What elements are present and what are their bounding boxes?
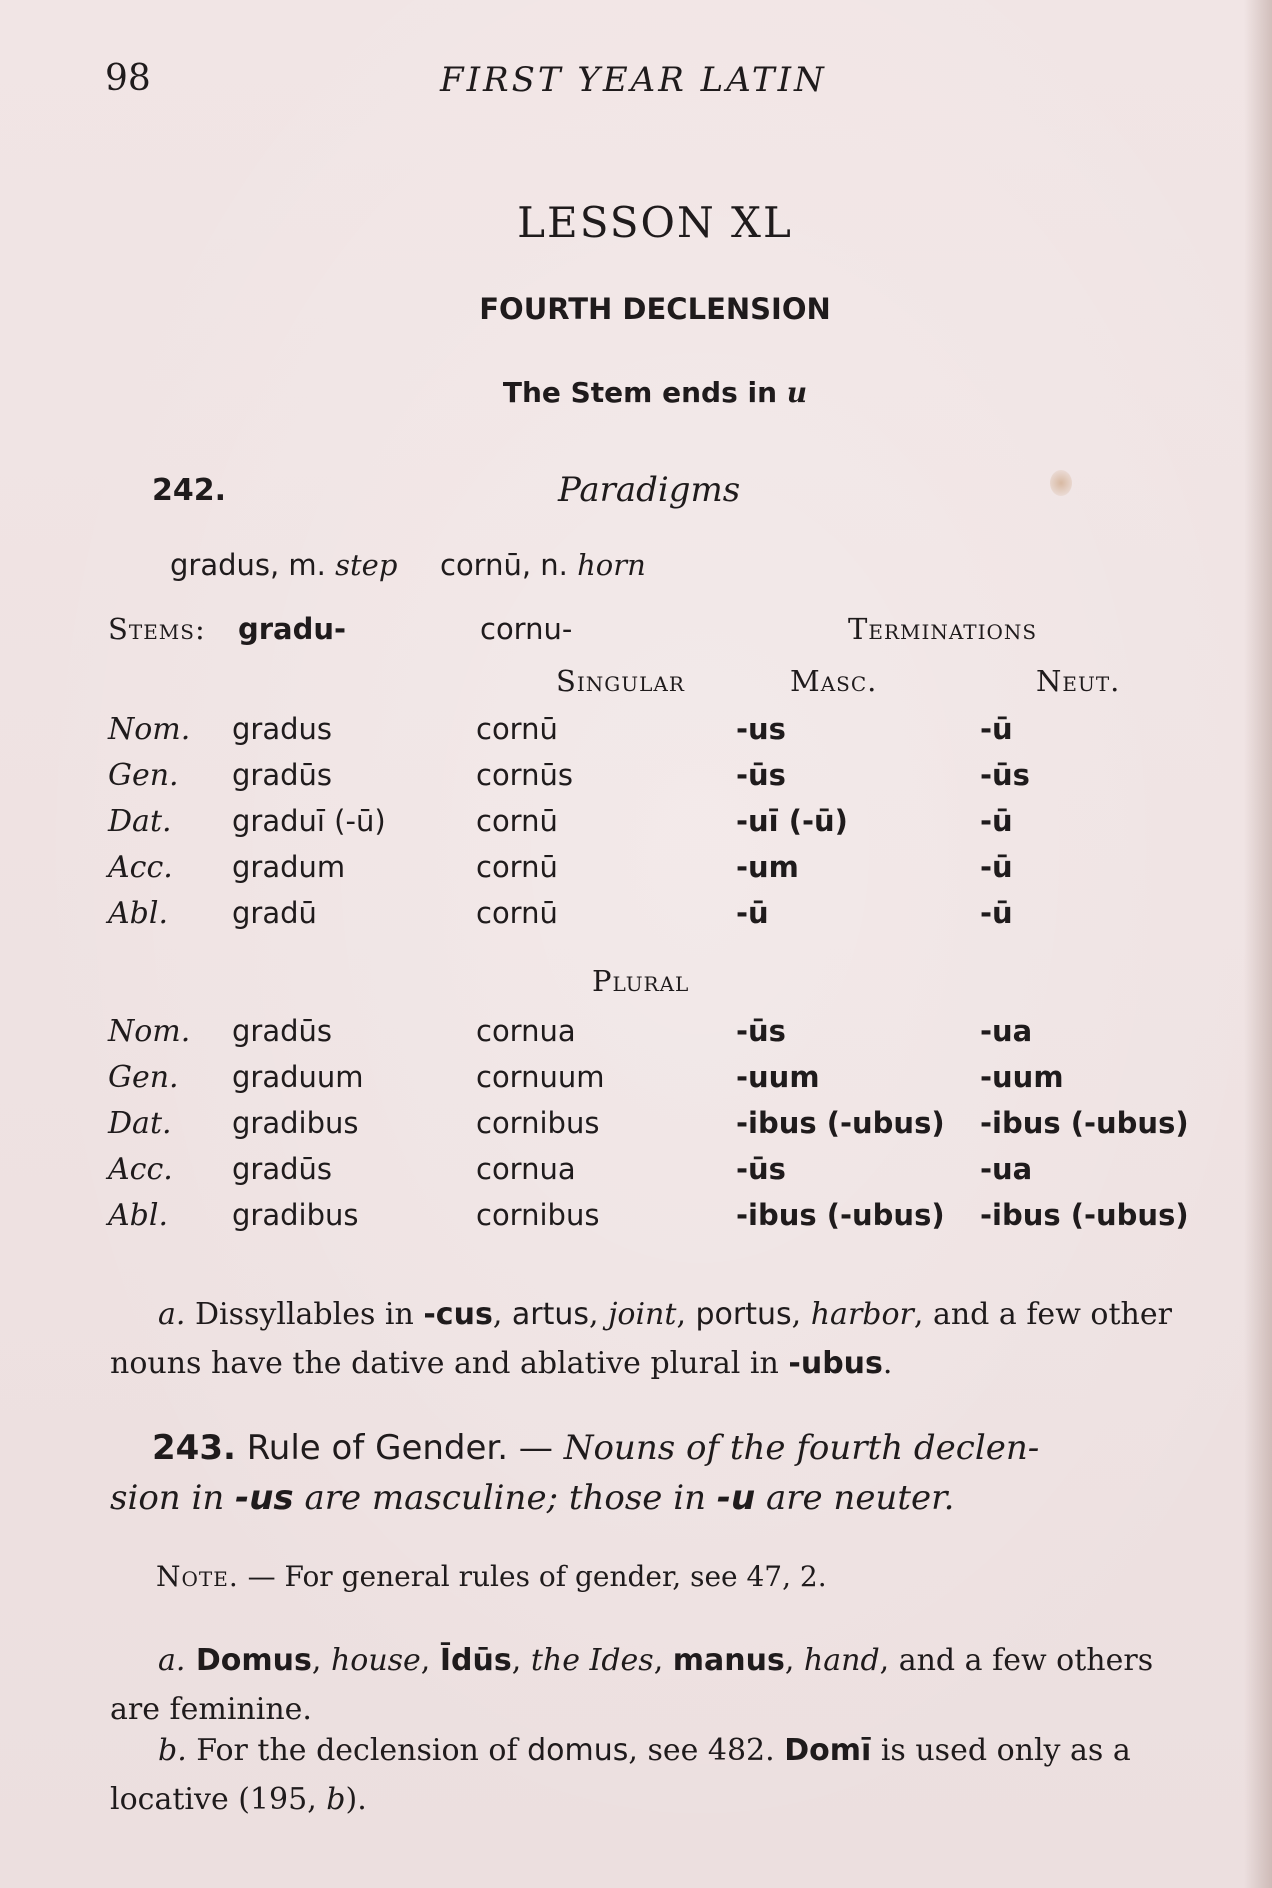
pl-neut-ending: -ibus (-ubus) — [980, 1198, 1189, 1232]
gloss: hand — [803, 1643, 880, 1678]
text: , — [784, 1643, 804, 1678]
note-text: — For general rules of gender, see 47, 2. — [238, 1560, 827, 1593]
text: , and a few others are feminine. — [110, 1643, 1154, 1727]
text: , — [589, 1297, 609, 1332]
sg-gradus: gradūs — [232, 758, 332, 792]
text: For the declension of — [186, 1733, 528, 1768]
sg-neut-ending: -ū — [980, 850, 1013, 884]
pl-gradus: gradūs — [232, 1152, 332, 1186]
rule-line-2 — [110, 1478, 954, 1518]
stem-note-text: The Stem ends in — [502, 376, 787, 409]
pl-masc-ending: -ibus (-ubus) — [736, 1106, 945, 1140]
pl-cornu: cornua — [476, 1152, 576, 1186]
pl-case: Dat. — [108, 1106, 172, 1141]
running-title: FIRST YEAR LATIN — [440, 60, 827, 100]
note-letter: b. — [158, 1733, 187, 1768]
lesson-title: LESSON XL — [517, 198, 793, 247]
sg-neut-ending: -ūs — [980, 758, 1030, 792]
text: , — [676, 1297, 696, 1332]
note-a-paragraph — [110, 1290, 1210, 1388]
term: Īdūs — [439, 1643, 512, 1678]
text: ). — [345, 1782, 367, 1817]
masc-label: Masc. — [790, 664, 878, 698]
sg-masc-ending: -um — [736, 850, 799, 884]
noun-gradus-word: gradus, m. — [170, 548, 326, 582]
pl-gradus: gradibus — [232, 1198, 359, 1232]
pl-gradus: gradibus — [232, 1106, 359, 1140]
gloss: harbor — [810, 1297, 914, 1332]
term: -ubus — [788, 1346, 883, 1381]
sg-masc-ending: -us — [736, 712, 786, 746]
note-243b-paragraph — [110, 1726, 1210, 1824]
rule-text: are masculine; those in — [293, 1478, 717, 1518]
section-242-number: 242. — [152, 473, 227, 508]
term: artus — [511, 1297, 590, 1332]
neut-label: Neut. — [1036, 664, 1121, 698]
pl-neut-ending: -ua — [980, 1014, 1033, 1048]
sg-case: Dat. — [108, 804, 172, 839]
sg-case: Gen. — [108, 758, 179, 793]
sg-neut-ending: -ū — [980, 712, 1013, 746]
note-label: Note. — [156, 1560, 239, 1593]
sg-case: Abl. — [108, 896, 168, 931]
pl-gradus: gradūs — [232, 1014, 332, 1048]
section-243-title: Rule of Gender. — [246, 1428, 509, 1468]
rule-text: are neuter. — [755, 1478, 955, 1518]
page-spine-shadow — [1244, 0, 1272, 1888]
text: , — [420, 1643, 440, 1678]
term: manus — [672, 1643, 785, 1678]
rule-ending: -us — [235, 1478, 294, 1518]
gloss: joint — [608, 1297, 677, 1332]
pl-case: Gen. — [108, 1060, 179, 1095]
sg-case: Acc. — [108, 850, 173, 885]
text: , — [653, 1643, 673, 1678]
section-242-title: Paradigms — [558, 470, 741, 510]
stem-note-letter: u — [786, 376, 808, 409]
term: -cus — [423, 1297, 493, 1332]
stem-note — [0, 376, 1272, 409]
term: domus — [527, 1733, 629, 1768]
text: , — [511, 1643, 531, 1678]
sg-neut-ending: -ū — [980, 804, 1013, 838]
terminations-label: Terminations — [848, 612, 1038, 646]
gloss: b — [326, 1782, 346, 1817]
pl-neut-ending: -uum — [980, 1060, 1064, 1094]
sg-gradus: gradum — [232, 850, 346, 884]
text: , see 482. — [628, 1733, 785, 1768]
sg-case: Nom. — [108, 712, 191, 747]
pl-neut-ending: -ua — [980, 1152, 1033, 1186]
gender-note — [156, 1560, 827, 1593]
sg-gradus: graduī (-ū) — [232, 804, 386, 838]
section-243-heading — [152, 1428, 1039, 1468]
text: , — [492, 1297, 512, 1332]
noun-cornu — [440, 548, 646, 582]
text: , and a few other nouns have the dative and ablative plural in — [110, 1297, 1172, 1381]
rule-line-1: Nouns of the fourth declen- — [563, 1428, 1040, 1468]
pl-case: Acc. — [108, 1152, 173, 1187]
pl-masc-ending: -ibus (-ubus) — [736, 1198, 945, 1232]
lesson-subtitle: FOURTH DECLENSION — [479, 292, 831, 326]
noun-cornu-word: cornū, n. — [440, 548, 568, 582]
sg-gradus: gradus — [232, 712, 332, 746]
pl-cornu: cornuum — [476, 1060, 605, 1094]
pl-masc-ending: -uum — [736, 1060, 820, 1094]
pl-masc-ending: -ūs — [736, 1152, 786, 1186]
text: , — [311, 1643, 331, 1678]
rule-ending: -u — [716, 1478, 756, 1518]
page-number: 98 — [105, 58, 151, 99]
text: . — [882, 1346, 893, 1381]
section-243-number: 243. — [152, 1428, 236, 1468]
gloss: the Ides — [530, 1643, 654, 1678]
sg-masc-ending: -uī (-ū) — [736, 804, 848, 838]
rule-dash: — — [508, 1428, 564, 1468]
sg-cornu: cornū — [476, 850, 558, 884]
sg-cornu: cornūs — [476, 758, 573, 792]
stem-gradus: gradu- — [238, 612, 347, 646]
noun-gradus — [170, 548, 397, 582]
paper-stain — [1050, 470, 1072, 496]
term: Domī — [784, 1733, 872, 1768]
pl-neut-ending: -ibus (-ubus) — [980, 1106, 1189, 1140]
rule-text: sion in — [110, 1478, 236, 1518]
noun-cornu-meaning: horn — [577, 548, 646, 582]
pl-case: Nom. — [108, 1014, 191, 1049]
pl-cornu: cornibus — [476, 1106, 600, 1140]
note-letter: a. — [158, 1643, 186, 1678]
note-243a-paragraph — [110, 1636, 1210, 1734]
pl-case: Abl. — [108, 1198, 168, 1233]
pl-cornu: cornua — [476, 1014, 576, 1048]
sg-masc-ending: -ūs — [736, 758, 786, 792]
sg-cornu: cornū — [476, 896, 558, 930]
text: , — [791, 1297, 811, 1332]
pl-cornu: cornibus — [476, 1198, 600, 1232]
pl-masc-ending: -ūs — [736, 1014, 786, 1048]
gloss: house — [330, 1643, 421, 1678]
noun-gradus-meaning: step — [335, 548, 398, 582]
note-a-letter: a. — [158, 1297, 186, 1332]
sg-cornu: cornū — [476, 712, 558, 746]
pl-gradus: graduum — [232, 1060, 364, 1094]
sg-cornu: cornū — [476, 804, 558, 838]
text: Dissyllables in — [185, 1297, 424, 1332]
term: Domus — [185, 1643, 312, 1678]
stem-cornu: cornu- — [480, 612, 573, 646]
plural-label: Plural — [592, 964, 690, 998]
sg-neut-ending: -ū — [980, 896, 1013, 930]
singular-label: Singular — [556, 664, 685, 698]
term: portus — [695, 1297, 792, 1332]
stems-label: Stems: — [108, 612, 206, 646]
text: is used only as a locative (195, — [110, 1733, 1131, 1817]
sg-gradus: gradū — [232, 896, 317, 930]
sg-masc-ending: -ū — [736, 896, 769, 930]
